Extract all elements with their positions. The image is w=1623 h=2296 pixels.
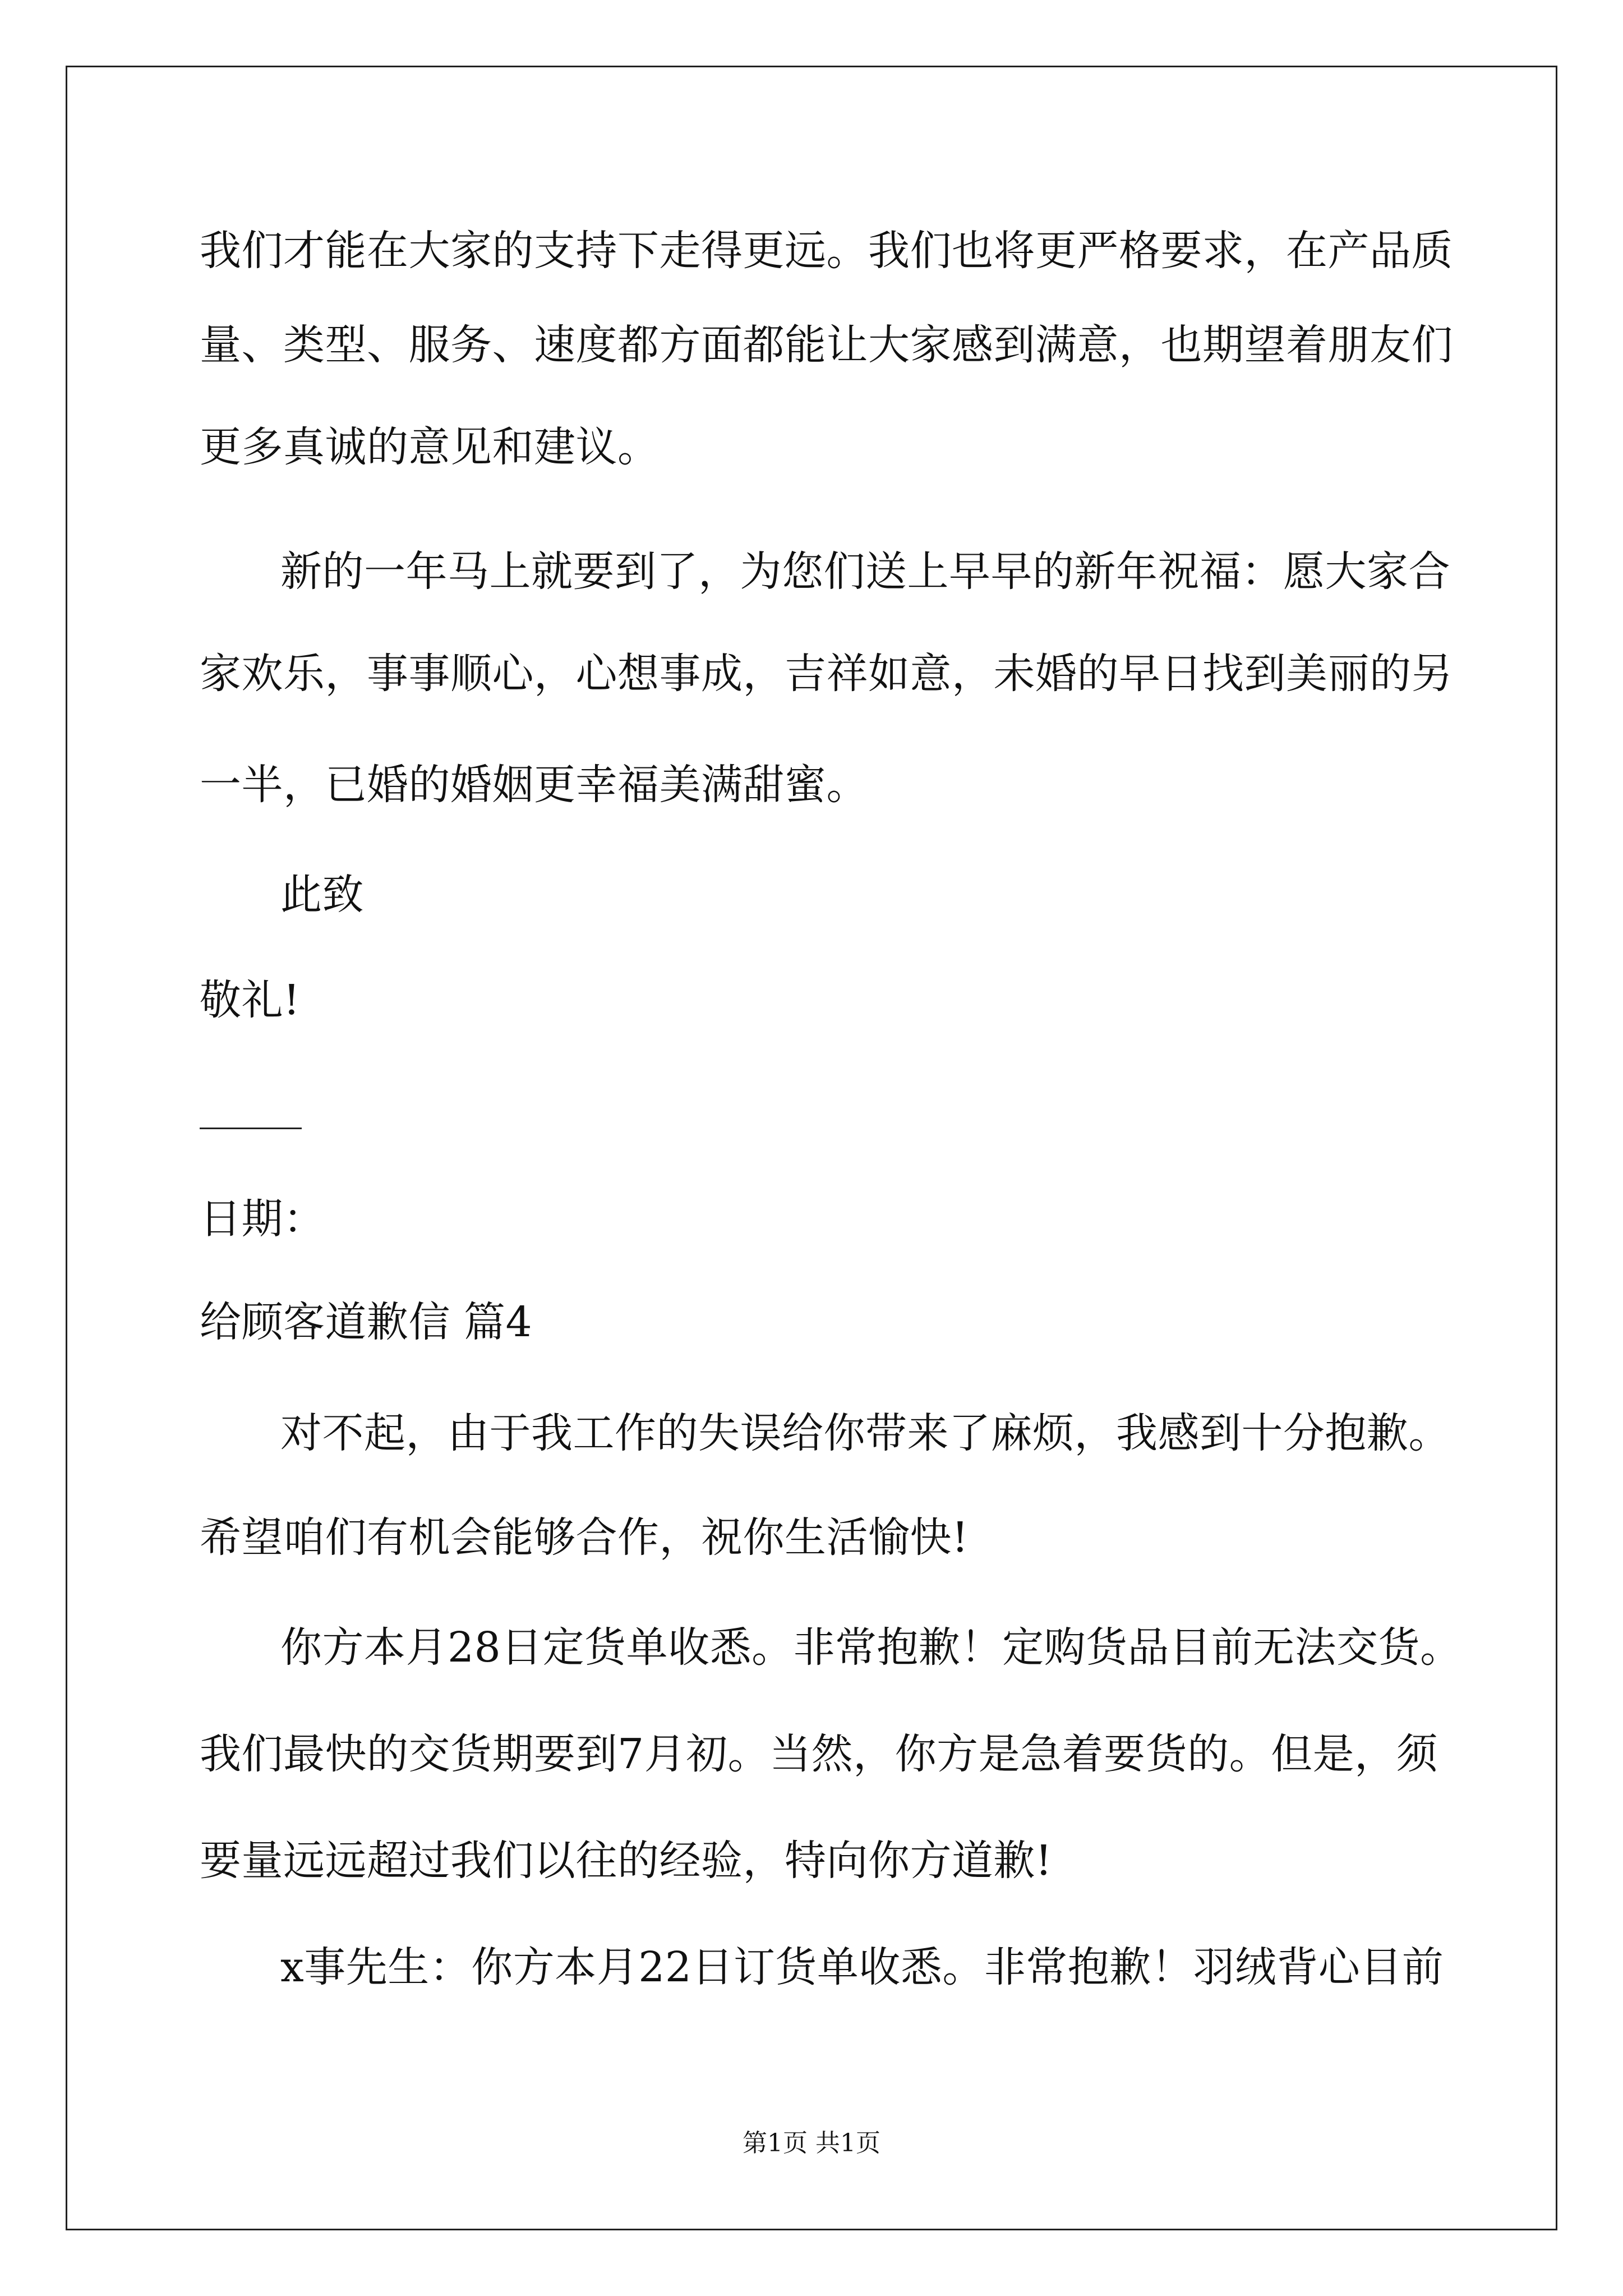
closing-salutation: 此致 bbox=[280, 871, 364, 919]
text-line: 一半，已婚的婚姻更幸福美满甜蜜。 bbox=[200, 761, 868, 809]
closing-regards: 敬礼! bbox=[200, 976, 301, 1024]
text-line: 量、类型、服务、速度都方面都能让大家感到满意，也期望着朋友们 bbox=[200, 321, 1453, 369]
paragraph-first-line: x事先生：你方本月22日订货单收悉。非常抱歉！羽绒背心目前 bbox=[280, 1943, 1444, 1991]
section-heading: 给顾客道歉信 篇4 bbox=[200, 1298, 533, 1346]
text-line: 更多真诚的意见和建议。 bbox=[200, 423, 660, 471]
page-border bbox=[66, 66, 1557, 2230]
signature-line bbox=[200, 1128, 302, 1129]
text-line: 家欢乐，事事顺心，心想事成，吉祥如意，未婚的早日找到美丽的另 bbox=[200, 650, 1453, 698]
paragraph-first-line: 新的一年马上就要到了，为您们送上早早的新年祝福：愿大家合 bbox=[280, 547, 1450, 596]
date-label: 日期： bbox=[200, 1195, 325, 1243]
paragraph-first-line: 对不起，由于我工作的失误给你带来了麻烦，我感到十分抱歉。 bbox=[280, 1409, 1450, 1457]
paragraph-first-line: 你方本月28日定货单收悉。非常抱歉！定购货品目前无法交货。 bbox=[280, 1623, 1462, 1672]
text-line: 我们最快的交货期要到7月初。当然，你方是急着要货的。但是，须 bbox=[200, 1730, 1438, 1778]
text-line: 要量远远超过我们以往的经验，特向你方道歉! bbox=[200, 1837, 1053, 1885]
text-line: 希望咱们有机会能够合作，祝你生活愉快! bbox=[200, 1513, 969, 1562]
text-line: 我们才能在大家的支持下走得更远。我们也将更严格要求，在产品质 bbox=[200, 227, 1453, 275]
page-footer: 第1页 共1页 bbox=[743, 2129, 880, 2157]
